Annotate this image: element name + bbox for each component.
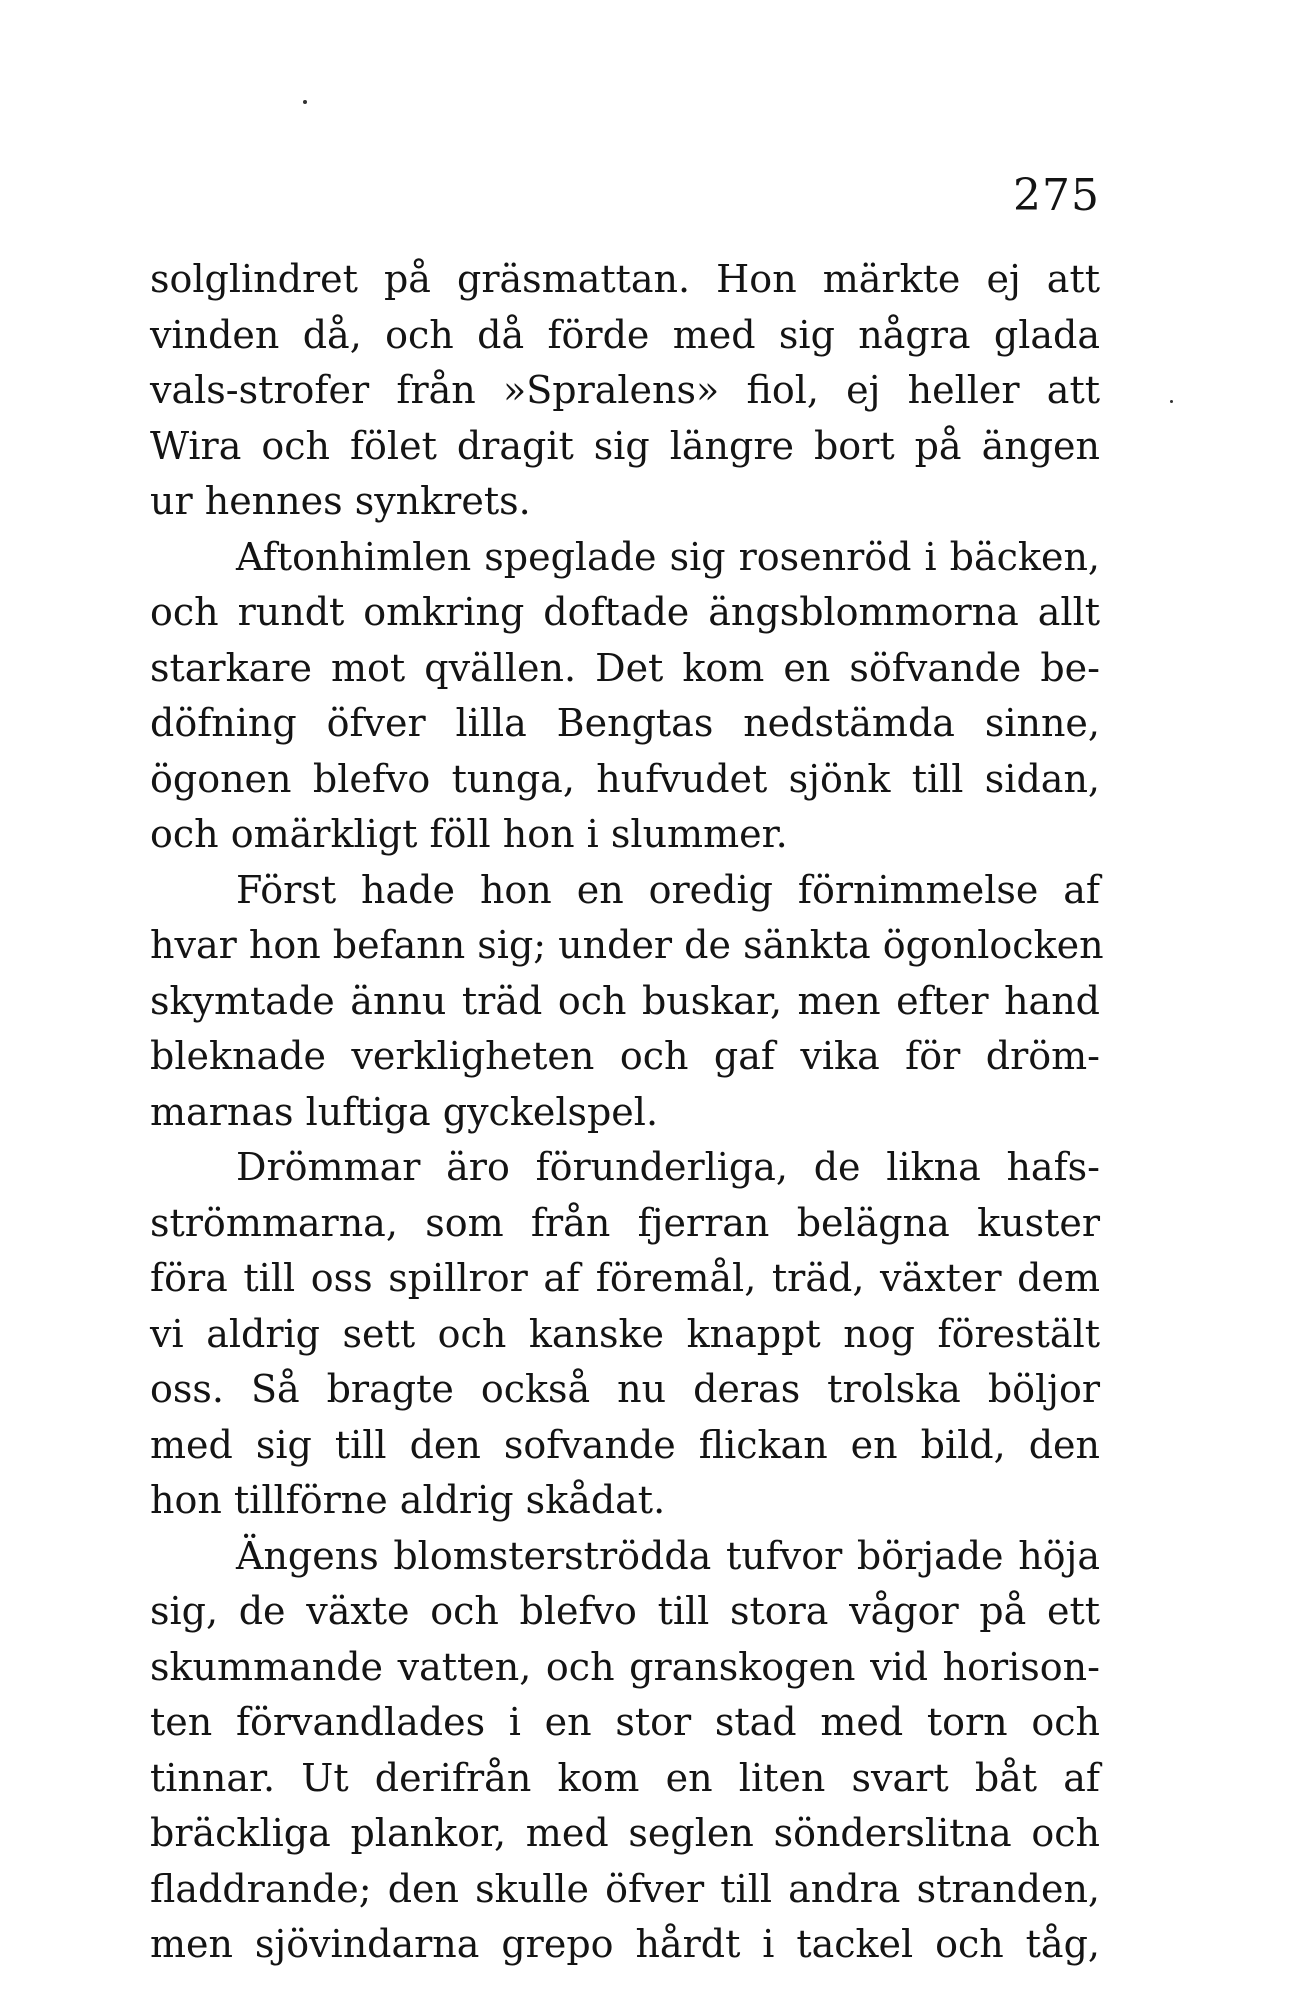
text-line: vi aldrig sett och kanske knappt nog förestält	[150, 1311, 1100, 1356]
text-line: ögonen blefvo tunga, hufvudet sjönk till sidan,	[150, 756, 1100, 801]
text-line: bräckliga plankor, med seglen sönderslitna och	[150, 1811, 1100, 1855]
text-line: döfning öfver lilla Bengtas nedstämda sinne,	[150, 701, 1100, 745]
text-line: bleknade verkligheten och gaf vika för dröm-	[150, 1034, 1100, 1078]
print-speck	[1170, 400, 1173, 403]
text-line: med sig till den sofvande flickan en bild, den	[150, 1422, 1100, 1467]
text-line: och omärkligt föll hon i slummer.	[150, 812, 788, 856]
text-line: oss. Så bragte också nu deras trolska böljor	[150, 1367, 1100, 1411]
text-line: skymtade ännu träd och buskar, men efter hand	[150, 978, 1100, 1023]
text-line: föra till oss spillror af föremål, träd, växter dem	[150, 1256, 1100, 1300]
text-line: strömmarna, som från fjerran belägna kuster	[150, 1200, 1100, 1245]
text-line: skummande vatten, och granskogen vid horison-	[150, 1644, 1100, 1689]
text-line: hvar hon befann sig; under de sänkta ögonlocken	[150, 923, 1104, 967]
text-line: Wira och fölet dragit sig längre bort på ängen	[150, 423, 1100, 468]
print-speck	[303, 100, 307, 104]
page-number: 275	[1013, 170, 1100, 221]
text-line: Drömmar äro förunderliga, de likna hafs-	[236, 1145, 1100, 1189]
text-line: Ängens blomsterströdda tufvor började höja	[236, 1533, 1100, 1578]
text-line: vals-strofer från »Spralens» fiol, ej heller att	[150, 368, 1100, 412]
text-line: solglindret på gräsmattan. Hon märkte ej att	[150, 257, 1100, 301]
text-line: starkare mot qvällen. Det kom en söfvande be-	[150, 645, 1100, 690]
text-line: marnas luftiga gyckelspel.	[150, 1089, 659, 1134]
text-line: Först hade hon en oredig förnimmelse af	[236, 867, 1100, 912]
text-line: vinden då, och då förde med sig några glada	[150, 312, 1100, 357]
text-line: tinnar. Ut derifrån kom en liten svart båt af	[150, 1755, 1100, 1800]
text-line: och rundt omkring doftade ängsblommorna allt	[150, 590, 1100, 634]
text-line: hon tillförne aldrig skådat.	[150, 1478, 666, 1522]
text-line: sig, de växte och blefvo till stora vågor på ett	[150, 1589, 1100, 1633]
body-text	[150, 252, 1104, 1973]
text-line: Aftonhimlen speglade sig rosenröd i bäcken,	[236, 534, 1100, 579]
text-line: ten förvandlades i en stor stad med torn och	[150, 1700, 1100, 1744]
text-line: men sjövindarna grepo hårdt i tackel och tåg,	[150, 1922, 1100, 1966]
text-line: ur hennes synkrets.	[150, 479, 531, 523]
text-line: fladdrande; den skulle öfver till andra stranden,	[150, 1866, 1100, 1911]
